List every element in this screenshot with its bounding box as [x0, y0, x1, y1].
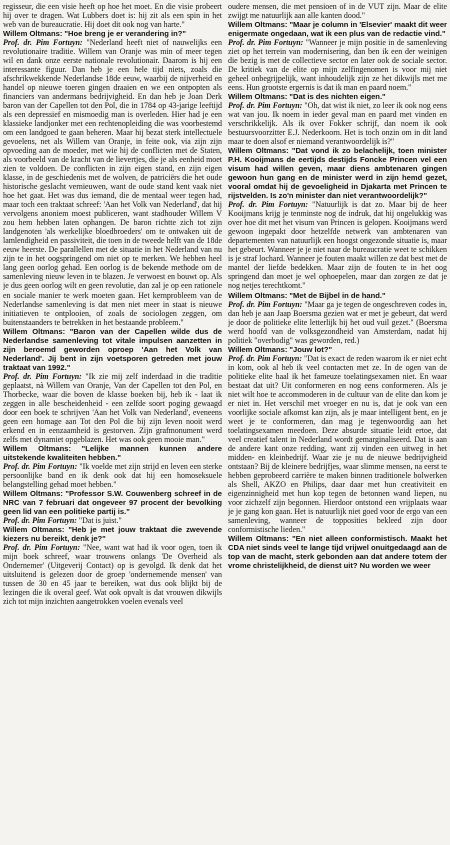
paragraph-text: "Dat is juist." — [78, 515, 122, 525]
right-column — [228, 2, 447, 843]
speaker-oltmans: Willem Oltmans: — [3, 488, 63, 498]
paragraph-text: regisseur, die een visie heeft op hoe het moet. En die visie probeert hij over te dragen. Wat Lubbers doet is: hij zit als een spin in het web van de bureaucratie. Hij doet dit ook nog van harte." — [3, 2, 222, 30]
answer-paragraph — [228, 200, 447, 290]
question-paragraph — [3, 444, 222, 462]
question-paragraph — [3, 327, 222, 372]
speaker-fortuyn: Prof. dr. Pim Fortuyn: — [3, 38, 83, 48]
paragraph-text: "Dat is exact de reden waarom ik er niet echt in kom, ook al heb ik veel contacten met ze. In de ogen van de politieke elite haal ik het fameuze toelatingsexamen niet. En waar bestaat dat uit? Uit conformeren en nog eens conformeren. Als je niet wilt hoe te accommoderen in de cultuur van de elite dan kom je er niet in. Het verschil met vroeger en nu is, dat je ook van een voorlijke sociale afkomst kan zijn, als je maar intelligent bent, en je weet je te conformeren, dan mag je tegenwoordig aan het toelatingsexamen meedoen. Deze absurde situatie leidt ertoe, dat veel creatief talent in Nederland wordt gemarginaliseerd. Dat is aan de andere kant onze redding, want zij vinden een uitweg in het midden- en kleinbedrijf. Waar zie je nu de nieuwe bedrijvigheid ontstaan? Bij de kleinere bedrijfjes, waar slimme mensen, na eerst te hebben geprobeerd carrière te maken binnen traditionele bolwerken als Shell, AKZO en Philips, daar daar met hun creativiteit en eigenzinnigheid met hun kop tegen de betonnen wand liepen, nu voor zichzelf zijn begonnen. Hierdoor ontstond een vrijplaats waar je je gang kon gaan. Het is natuurlijk niet goed voor de ergo van een samenleving, wanneer de topposities bekleed zijn door conformistische lieden." — [228, 353, 447, 534]
paragraph-text: "Hoe breng je er verandering in?" — [64, 29, 186, 39]
answer-paragraph — [3, 543, 222, 606]
speaker-oltmans: Willem Oltmans: — [228, 290, 288, 300]
paragraph-text: "Baron van der Capellen wilde dus de Nederlandse samenleving tot vitale impulsen aanzetten in zijn beroemd geworden oproep 'Aan het Volk van Nederland'. Jij bent in zijn voetsporen getreden met jouw traktaat van 1992." — [3, 326, 222, 372]
speaker-fortuyn: Prof. dr. Pim Fortuyn: — [228, 299, 303, 309]
paragraph-text: "Nederland heeft niet of nauwelijks een revolutionaire traditie. Willem van Oranje was min of meer tegen wil en dank onze eerste nationale revolutionair. Daarom is hij een interessante figuur. Dan heb je een hele tijd niets, zoals die afschrikwekkende Nederlandse 18de eeuw, waarbij de nijverheid en handel op nieuwe toeren gingen draaien en we een ontpopten als financiers van andermans bedrijvigheid. En dan heb je Joan Derk baron van der Capellen tot den Pol, die in 1784 op 43-jarige leeftijd als een depressief en mismoedig man is overleden. Hier had je een klassieke landjonker met een rechtenopleiding die was voorbestemd om een landgoed te gaan beheren. Maar hij bezat sterk intellectuele gevoelens, net als Willem van Oranje, in feite ook, via zijn zijn opvoeding aan de moeder, met wie hij de conflicten met de Staten, als voorbeeld van de kracht van de lievertjes, die je als eenheid moet zien te voldoen. De conflicten in zijn eigen stand, en zijn eigen klasse, in de geschiedenis met de wolven, de patriciërs die het oude historische geslacht vernieuwen, want de oude stand kent vaak niet hoe het gaat. Het was dus iemand, die de mentaal weer tegen had, maar toch een traktaat schreef: 'Aan het Volk van Nederland', dat hij vervolgens anoniem moest publiceren, want stadhouder Willem V zou hem hebben laten ophangen. De baron richtte zich tot zijn landgenoten 'als werkelijke bloedbroeders' om te ontwaken uit de lamlendigheid en passiviteit, die toen in de tweede helft van de 18de eeuw heerste. De parallellen met de situatie in het Nederland van nu zijn te in het oogspringend om niet op te merken. We hebben heel lang geen oorlog gehad. Een oorlog is de bekende methode om de samenleving nieuw leven in te blazen. Je verwoest en bouwt op. Als je dus geen oorlog wilt en geen revolutie, dan zal je op een rationele en sociale manier te werk moeten gaan. Het kernprobleem van de Nederlandse samenleving is dat men niet meer in staat is nieuwe initiatieven te ontplooien, of zoals de sociologen zeggen, om buitenstaanders te betrekken in het bestaande probleem." — [3, 38, 222, 327]
answer-paragraph — [3, 372, 222, 444]
question-paragraph — [3, 525, 222, 543]
answer-paragraph — [228, 38, 447, 92]
question-paragraph — [228, 20, 447, 38]
speaker-fortuyn: Prof. dr. Pim Fortuyn: — [228, 200, 309, 210]
paragraph-text: "Maar je column in 'Elsevier' maakt dit weer enigermate ongedaan, wat ik een plus van de redactie vind." — [228, 20, 447, 39]
answer-paragraph — [228, 300, 447, 345]
speaker-oltmans: Willem Oltmans: — [3, 326, 66, 336]
question-paragraph — [3, 29, 222, 38]
speaker-fortuyn: Prof. dr. Pim Fortuyn: — [3, 542, 81, 552]
speaker-fortuyn: Prof. dr. Pim Fortuyn: — [3, 371, 82, 381]
answer-paragraph — [3, 462, 222, 489]
speaker-fortuyn: Prof. dr. Pim Fortuyn: — [3, 461, 78, 471]
speaker-oltmans: Willem Oltmans: — [228, 146, 289, 156]
speaker-fortuyn: Prof. dr. Pim Fortuyn: — [228, 101, 303, 111]
speaker-oltmans: Willem Oltmans: — [3, 29, 63, 39]
question-paragraph — [228, 291, 447, 300]
speaker-oltmans: Willem Oltmans: — [3, 524, 65, 534]
continuation-paragraph — [228, 2, 447, 20]
paragraph-text: "Wanneer je mijn positie in de samenleving ziet op het terrein van modernisering, dan ben ik een der weinigen die bezig is met de collectieve sector en later ook de sociale sector. De kritiek van de elite op mijn zelfingenomen is voor mij niet geheel onbegrijpelijk, want inhoudelijk zijn ze het dikwijls met me eens. Hun grootste ergernis is dat ik man en paard noem." — [228, 38, 447, 93]
paragraph-text: "Dat is des nichten eigen." — [289, 92, 386, 102]
paragraph-text: "Dat vond ik zo belachelijk, toen minister P.H. Kooijmans de eertijds destijds Foncke Princen vel een visum had willen geven, maar diens ambtenaren gingen gewoon hun gang en de minister werd in zijn hemd gezet, vooral omdat hij de gevoeligheid in Djakarta met Princen te rijstvelden. Is zo'n minister dan niet verantwoordelijk?" — [228, 146, 447, 201]
answer-paragraph — [228, 354, 447, 534]
speaker-fortuyn: Prof. dr. Pim Fortuyn: — [3, 515, 77, 525]
left-column — [3, 2, 222, 843]
speaker-oltmans: Willem Oltmans: — [228, 533, 289, 543]
paragraph-text: "Lelijke mannen kunnen andere uitstekende kwaliteiten hebben." — [3, 443, 222, 462]
paragraph-text: "Natuurlijk is dat zo. Maar bij de heer Kooijmans krijg je tenminste nog de indruk, dat hij ongelukkig was over hoe dit met het visum van Princen is gelopen. Kooijmans werd gewoon ingepakt door hetzelfde netwerk van ambtenaren van departementen van natuurlijk een hoogst ongezonde situatie is, maar het gebeurt. Wanneer je je niet naar de bureaucratie weet te schikken is je straf lochard. Wanneer je fouten maakt willen ze dat best met de mantel der liefde bedekken. Maar zijn de fouten te in het oog springend dan moet je wel ophoepelen, maar dan zorgen ze dat je nog netjes terechtkomt." — [228, 200, 447, 291]
paragraph-text: "Ik voelde met zijn strijd en leven een sterke persoonlijke band en ik denk ook dat hij een homoseksuele belangstelling gehad moet hebben." — [3, 461, 222, 489]
speaker-fortuyn: Prof. dr. Pim Fortuyn: — [228, 38, 304, 48]
continuation-paragraph — [3, 2, 222, 29]
question-paragraph — [3, 489, 222, 516]
paragraph-text: "En niet alleen conformistisch. Maakt het CDA niet sinds veel te lange tijd vrijwel onuitgedaagd aan de top van de macht, sterk gebonden aan dat andere totem der vrome christelijkheid, de dienst uit? Nu worden we weer — [228, 533, 447, 570]
paragraph-text: "Ik zie mij zelf inderdaad in die traditie geplaatst, nà Willem van Oranje, Van der Capellen tot den Pol, en Thorbecke, waar die boven de klasse boeken bij, heb ik - laat ik zeggen in alle bescheidenheid - een zelfde soort poging gewaagd door een boek te schrijven 'Aan het Volk van Nederland', eveneens geen een homage aan Tot den Pol die bij zijn leven nooit werd erkend en in eenzaamheid is gestorven. Zijn grafmonument werd zelfs met dynamiet opgeblazen. Het was ook geen mooie man." — [3, 371, 222, 444]
paragraph-text: "Met de Bijbel in de hand." — [289, 290, 386, 300]
question-paragraph — [228, 146, 447, 200]
answer-paragraph — [228, 101, 447, 146]
paragraph-text: "Jouw lot?" — [289, 344, 333, 354]
speaker-oltmans: Willem Oltmans: — [228, 92, 288, 102]
answer-paragraph — [3, 38, 222, 327]
paragraph-text: "Professor S.W. Couwenberg schreef in de NRC van 7 februari dat ongeveer 97 procent der bevolking geen lid van een politieke partij is." — [3, 488, 222, 516]
paragraph-text: "Heb je met jouw traktaat die zwevende kiezers nu bereikt, denk je?" — [3, 524, 222, 543]
speaker-oltmans: Willem Oltmans: — [228, 20, 288, 30]
paragraph-text: "Oh, dat wist ik niet, zo leer ik ook nog eens wat van jou. Ik noem in ieder geval man en paard met vinden en verschrikkelijk. Als ik over Fokker schrijf, dan noem ik ook bestuursvoorzitter E.J. Nederkoorn. Het is toch onzin om in dit land maar te doen alsof er niemand verantwoordelijk is?" — [228, 101, 447, 147]
paragraph-text: "Nee, want wat had ik voor ogen, toen ik mijn boek schreef, waar trouwens onlangs 'De Overheid als Ondernemer' (Uitgeverij Contact) op is gevolgd. Ik denk dat het uitsluitend is gelezen door de groep 'ondernemende mensen' van tussen de 30 en 45 jaar te bereiken, wat dus ook blijkt bij de lezingen die ik overal geef. Wat ook opvalt is dat vrouwen dikwijls zich tot mijn inzichten aangetrokken voelen evenals veel — [3, 542, 222, 607]
paragraph-text: oudere mensen, die met pensioen of in de VUT zijn. Maar de elite zwijgt me natuurlijk aan alle kanten dood." — [228, 2, 447, 21]
question-paragraph — [228, 534, 447, 570]
question-paragraph — [228, 345, 447, 354]
speaker-oltmans: Willem Oltmans: — [228, 344, 288, 354]
speaker-fortuyn: Prof. dr. Pim Fortuyn: — [228, 353, 302, 363]
speaker-oltmans: Willem Oltmans: — [3, 443, 72, 453]
question-paragraph — [228, 92, 447, 101]
answer-paragraph — [3, 516, 222, 525]
paragraph-text: "Maar ga je tegen de ongeschreven codes in, dan heb je aan Jaap Boersma gezien wat er met je gebeurt, dat werd je door de politieke elite letterlijk bij het oud vuil gezet." (Boersma werd hoofd van de volksgezondheid van Amsterdam, nadat hij politiek "overbodig" was geworden, red.) — [228, 299, 447, 345]
